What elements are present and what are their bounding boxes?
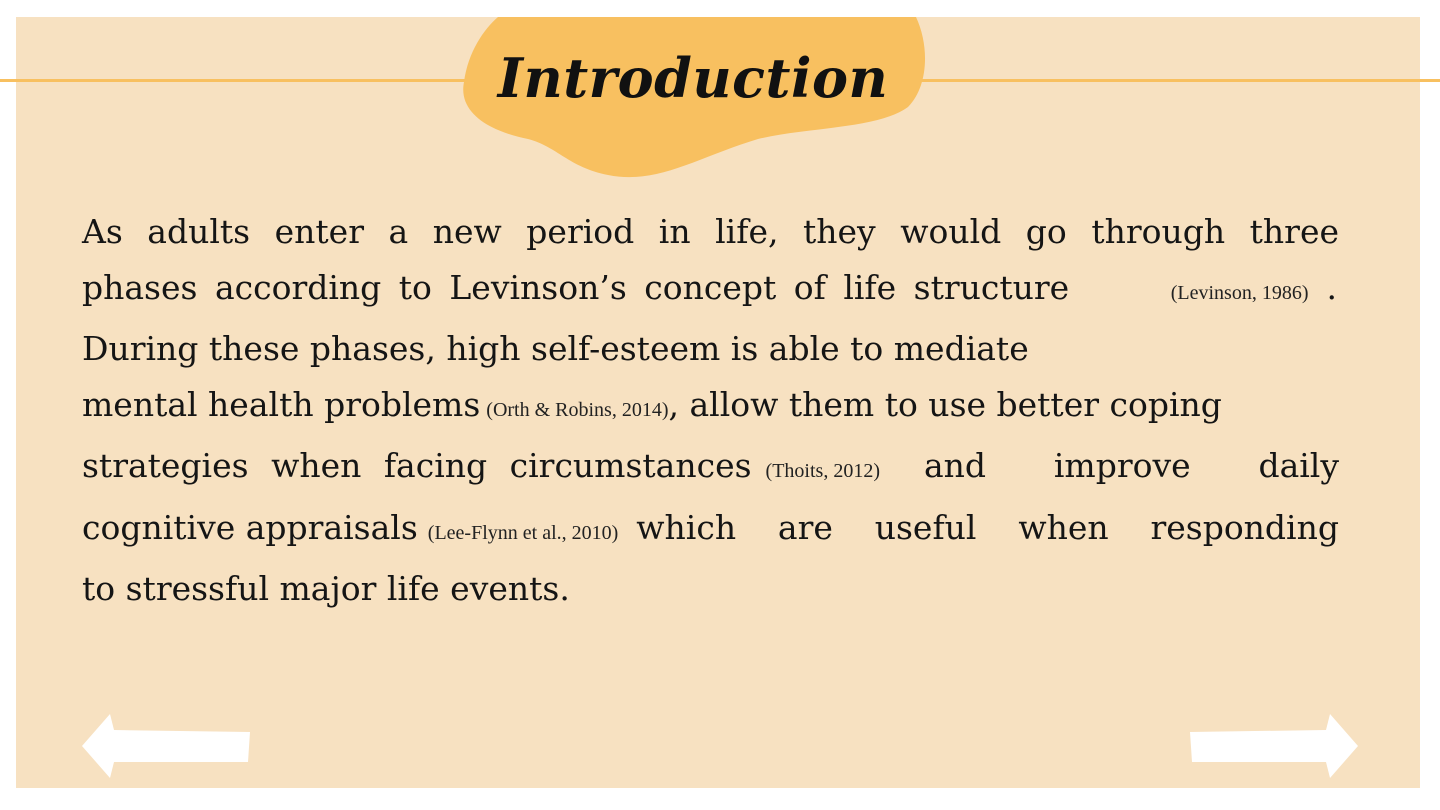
paragraph-line-4	[82, 377, 1339, 439]
paragraph-line-6-end: which are useful when responding	[636, 507, 1339, 547]
slide-title: Introduction	[497, 46, 889, 110]
citation-levinson: (Levinson, 1986)	[1170, 281, 1309, 304]
paragraph-line-5	[82, 438, 1339, 500]
paragraph-line-5-end: and improve daily	[923, 446, 1339, 485]
paragraph-line-2-text: phases according to Levinson’s concept of life structure	[82, 267, 1070, 307]
paragraph-line-1: As adults enter a new period in life, they would go through three	[82, 212, 1339, 251]
arrow-left-icon[interactable]	[80, 712, 252, 780]
citation-orth-robins: (Orth & Robins, 2014)	[486, 398, 669, 421]
paragraph-line-6-text: cognitive appraisals	[82, 507, 418, 547]
intro-paragraph	[82, 204, 1339, 617]
paragraph-line-4-end: , allow them to use better coping	[668, 384, 1222, 424]
paragraph-line-4-text: mental health problems	[82, 384, 481, 424]
paragraph-line-5-text: strategies when facing circumstances	[82, 446, 752, 485]
paragraph-line-7: to stressful major life events.	[82, 569, 570, 608]
paragraph-line-2-end: .	[1326, 267, 1337, 307]
arrow-right-icon[interactable]	[1188, 712, 1360, 780]
paragraph-line-2	[82, 260, 1339, 322]
paragraph-line-6	[82, 500, 1339, 562]
paragraph-line-3: During these phases, high self-esteem is able to mediate	[82, 329, 1029, 368]
citation-thoits: (Thoits, 2012)	[765, 460, 880, 482]
citation-lee-flynn: (Lee-Flynn et al., 2010)	[427, 521, 619, 544]
